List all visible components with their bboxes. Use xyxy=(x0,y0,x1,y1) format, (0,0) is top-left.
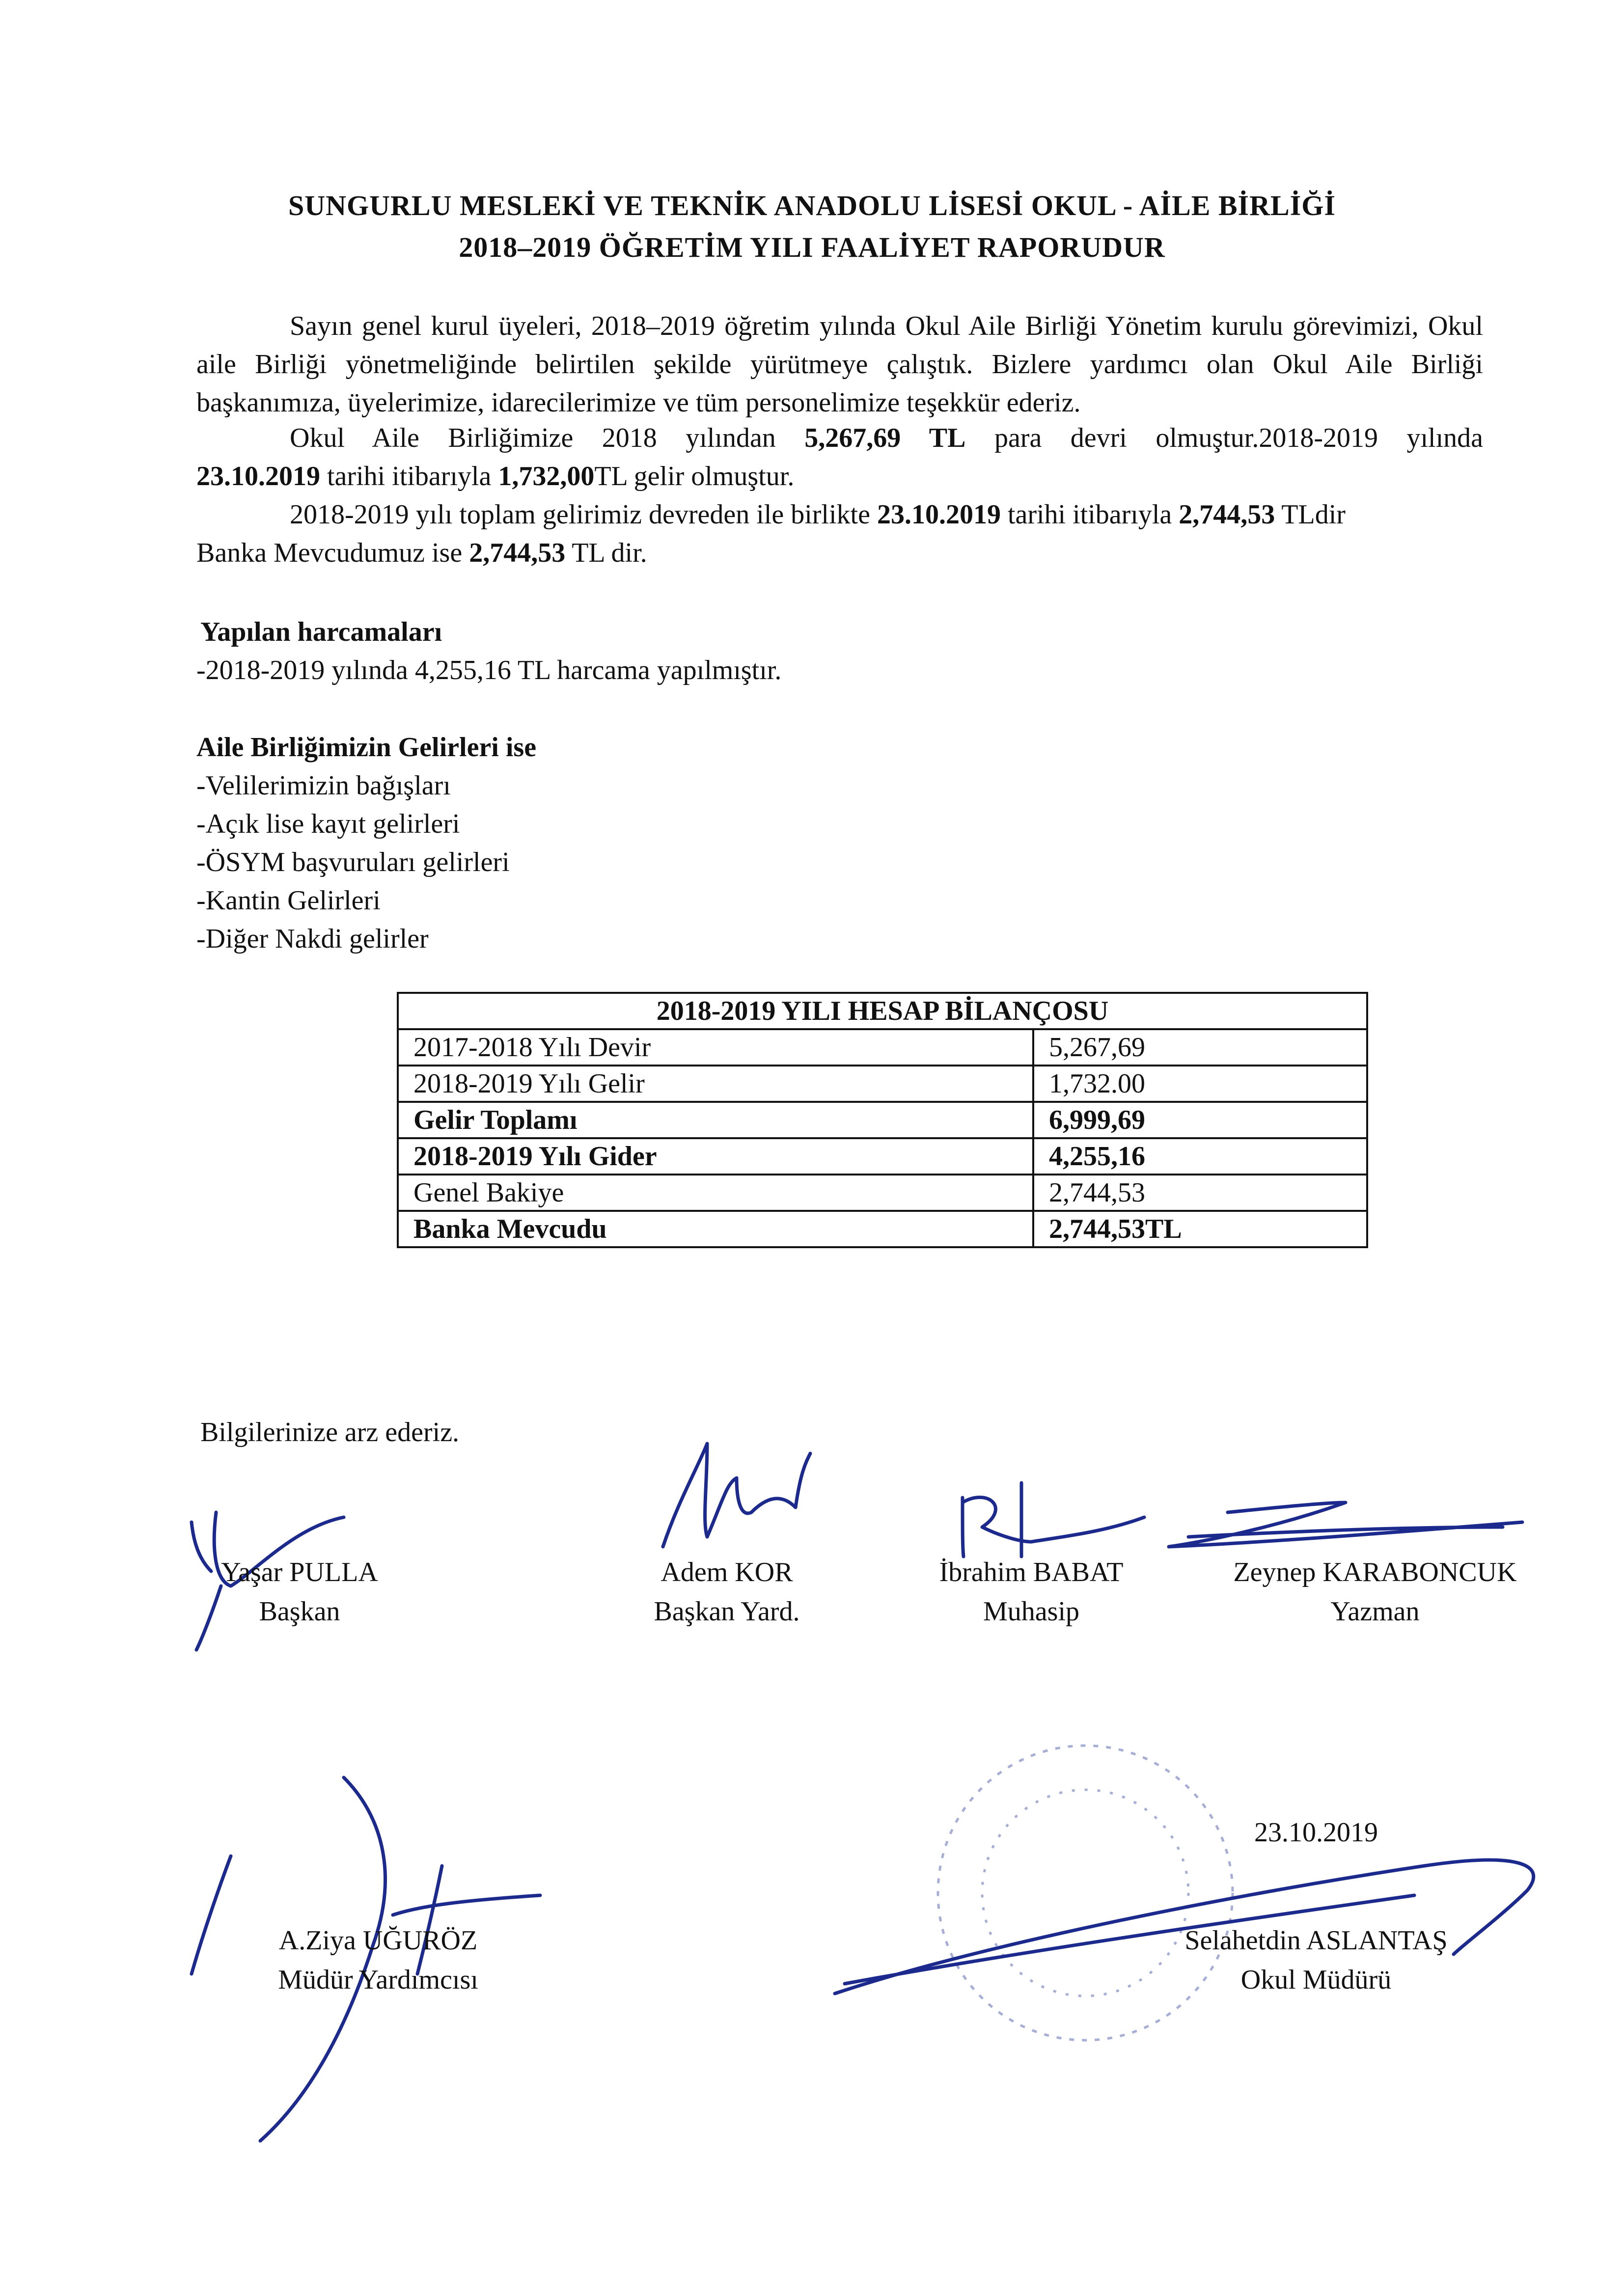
row-value: 2,744,53TL xyxy=(1033,1211,1367,1247)
signature-adem-kor xyxy=(663,1444,810,1547)
row-label: 2018-2019 Yılı Gelir xyxy=(398,1066,1033,1102)
income-item-3: -ÖSYM başvuruları gelirleri xyxy=(196,847,510,877)
signatory-2-name: Adem KOR xyxy=(661,1557,793,1587)
p3-date: 23.10.2019 xyxy=(877,499,1001,530)
signatory-3-name: İbrahim BABAT xyxy=(939,1557,1124,1587)
p2-text-g: TL gelir olmuştur. xyxy=(594,461,795,492)
signature-zeynep-karaboncuk xyxy=(1169,1503,1522,1547)
signatory-5-role: Müdür Yardımcısı xyxy=(278,1965,478,1995)
expenses-line: -2018-2019 yılında 4,255,16 TL harcama yapılmıştır. xyxy=(196,655,782,685)
signatory-1-role: Başkan xyxy=(259,1596,340,1627)
intro-paragraph-1: Sayın genel kurul üyeleri, 2018–2019 öğretim yılında Okul Aile Birliği Yönetim kurulu görevimizi, Okul aile Birliği yönetmeliğinde belirtilen şekilde yürütmeye çalıştık. Bizlere yardımcı olan Okul Aile Birliği başkanımıza, üyelerimize, idarecilerimize ve tüm personelimize teşekkür ederiz. xyxy=(196,311,1483,418)
p3-bank-amount: 2,744,53 xyxy=(469,538,566,568)
incomes-heading: Aile Birliğimizin Gelirleri ise xyxy=(196,732,537,763)
p3-total-amount: 2,744,53 xyxy=(1179,499,1275,530)
income-item-2: -Açık lise kayıt gelirleri xyxy=(196,809,460,839)
income-item-1: -Velilerimizin bağışları xyxy=(196,770,451,801)
p2-date: 23.10.2019 xyxy=(196,461,320,492)
closing-text: Bilgilerinize arz ederiz. xyxy=(200,1417,460,1448)
p3-text-h: TL dir. xyxy=(572,538,647,568)
row-value: 2,744,53 xyxy=(1033,1175,1367,1211)
p2-income-amount: 1,732,00 xyxy=(498,461,595,492)
signature-a-ziya-uguroz xyxy=(192,1777,540,2141)
expenses-heading: Yapılan harcamaları xyxy=(200,617,442,647)
p2-carryover-amount: 5,267,69 TL xyxy=(804,423,966,453)
row-label: 2018-2019 Yılı Gider xyxy=(398,1138,1033,1175)
p3-text-a: 2018-2019 yılı toplam gelirimiz devreden ile birlikte xyxy=(290,499,870,530)
p3-text-f: Banka Mevcudumuz ise xyxy=(196,538,463,568)
row-value: 5,267,69 xyxy=(1033,1029,1367,1066)
principal-date: 23.10.2019 xyxy=(1254,1817,1378,1848)
signatory-1-name: Yaşar PULLA xyxy=(221,1557,378,1587)
income-item-5: -Diğer Nakdi gelirler xyxy=(196,924,429,954)
income-item-4: -Kantin Gelirleri xyxy=(196,885,381,916)
row-value: 1,732.00 xyxy=(1033,1066,1367,1102)
report-title-line2: 2018–2019 ÖĞRETİM YILI FAALİYET RAPORUDUR xyxy=(459,231,1165,263)
row-value: 4,255,16 xyxy=(1033,1138,1367,1175)
balance-table-title: 2018-2019 YILI HESAP BİLANÇOSU xyxy=(398,993,1367,1029)
row-label: Genel Bakiye xyxy=(398,1175,1033,1211)
report-title-line1: SUNGURLU MESLEKİ VE TEKNİK ANADOLU LİSESİ OKUL - AİLE BİRLİĞİ xyxy=(288,190,1336,221)
p3-text-e: TLdir xyxy=(1281,499,1346,530)
signatory-2-role: Başkan Yard. xyxy=(654,1596,800,1627)
row-label: Banka Mevcudu xyxy=(398,1211,1033,1247)
principal-name: Selahetdin ASLANTAŞ xyxy=(1184,1925,1448,1956)
official-stamp xyxy=(938,1746,1233,2040)
p2-text-a: Okul Aile Birliğimize 2018 yılından xyxy=(290,423,776,453)
p2-text-e: tarihi itibarıyla xyxy=(327,461,492,492)
signature-ibrahim-babat xyxy=(963,1483,1144,1557)
signatory-3-role: Muhasip xyxy=(983,1596,1079,1627)
row-label: Gelir Toplamı xyxy=(398,1102,1033,1138)
row-label: 2017-2018 Yılı Devir xyxy=(398,1029,1033,1066)
signatory-4-role: Yazman xyxy=(1330,1596,1420,1627)
row-value: 6,999,69 xyxy=(1033,1102,1367,1138)
signatory-5-name: A.Ziya UĞURÖZ xyxy=(278,1925,478,1956)
signatory-4-name: Zeynep KARABONCUK xyxy=(1233,1557,1517,1587)
principal-role: Okul Müdürü xyxy=(1240,1965,1392,1995)
p3-text-c: tarihi itibarıyla xyxy=(1007,499,1172,530)
p2-text-c: para devri olmuştur.2018-2019 yılında xyxy=(994,423,1484,453)
